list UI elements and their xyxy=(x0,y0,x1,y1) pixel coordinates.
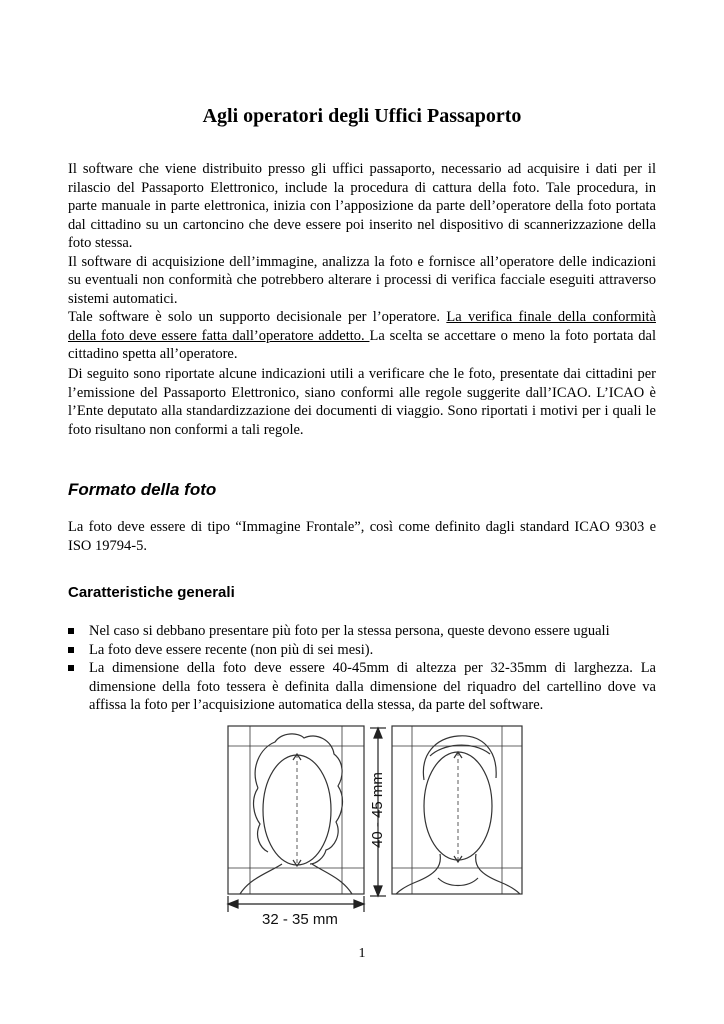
text-line: parte manuale in parte elettronica, inizia con l’apposizione da parte dell’operatore della foto portata xyxy=(68,198,656,214)
underlined-notice: La verifica finale della conformità xyxy=(446,309,656,325)
list-item-text: La foto deve essere recente (non più di sei mesi). xyxy=(89,641,374,658)
decision-text: Tale software è solo un supporto decisionale per l’operatore. xyxy=(68,309,447,325)
bullet-icon xyxy=(68,665,74,671)
text-line: cittadino spetta all’operatore. xyxy=(68,346,238,362)
decision-line xyxy=(68,308,656,327)
page-number: 1 xyxy=(358,946,366,961)
text-line: Il software che viene distribuito presso gli uffici passaporto, necessario ad acquisire i dati per il xyxy=(68,161,656,177)
height-dimension-label: 40 - 45 mm xyxy=(369,772,386,848)
text-line: rilascio del Passaporto Elettronico, include la procedura di cattura della foto. Tale procedura, in xyxy=(68,179,656,196)
list-item xyxy=(68,641,656,660)
list-item-text: La dimensione della foto deve essere 40-45mm di altezza per 32-35mm di larghezza. La dimensione della foto tessera è definita dalla dimensione del riquadro del cartellino dove va affissa la foto per l’acquisizione automatica della stessa, da parte del software. xyxy=(89,660,656,713)
icao-paragraph xyxy=(68,365,656,439)
list-item xyxy=(68,659,656,715)
list-item xyxy=(68,622,656,641)
decision-text: La scelta se accettare o meno la foto portata dal xyxy=(369,327,656,344)
photo-frame-right xyxy=(392,726,522,894)
text-line: dal cittadino su un cartoncino che deve essere poi inserito nel dispositivo di scannerizzazione della xyxy=(68,216,656,233)
text-line: Il software di acquisizione dell’immagine, analizza la foto e fornisce all’operatore delle indicazioni xyxy=(68,253,656,270)
text-line: ISO 19794-5. xyxy=(68,537,147,554)
underlined-notice: della foto deve essere fatta dall’operatore addetto. xyxy=(68,327,370,344)
intro-paragraph xyxy=(68,160,656,364)
list-item-text: Nel caso si debbano presentare più foto per la stessa persona, queste devono essere uguali xyxy=(89,623,610,639)
text-line: La foto deve essere di tipo “Immagine Frontale”, così come definito dagli standard ICAO 9303 e xyxy=(68,519,656,535)
text-line: su eventuali non conformità che potrebbero alterare i processi di verifica facciale eseguiti attraverso xyxy=(68,272,656,288)
photo-frame-left xyxy=(228,726,364,894)
requirements-list xyxy=(68,622,656,715)
text-line: sistemi automatici. xyxy=(68,290,178,307)
page-title: Agli operatori degli Uffici Passaporto xyxy=(202,105,522,127)
photo-size-diagram xyxy=(220,718,530,930)
text-line: l’Ente deputato alla standardizzazione dei documenti di viaggio. Sono riportati i motivi per i quali le xyxy=(68,403,656,419)
bullet-icon xyxy=(68,647,74,653)
format-paragraph xyxy=(68,518,656,555)
width-dimension-arrow xyxy=(228,896,364,912)
text-line: l’emissione del Passaporto Elettronico, siano conformi alle regole suggerite dall’ICAO. L’ICAO è xyxy=(68,384,656,401)
text-line: Di seguito sono riportate alcune indicazioni utili a verificare che le foto, presentate dai cittadini per xyxy=(68,366,656,382)
decision-line xyxy=(68,327,656,346)
text-line: foto stessa. xyxy=(68,235,133,251)
text-line: foto risultano non conformi a tali regole. xyxy=(68,421,304,438)
section-heading-format: Formato della foto xyxy=(68,480,217,499)
bullet-icon xyxy=(68,628,74,634)
width-dimension-label: 32 - 35 mm xyxy=(262,911,338,928)
section-heading-general: Caratteristiche generali xyxy=(68,584,235,601)
